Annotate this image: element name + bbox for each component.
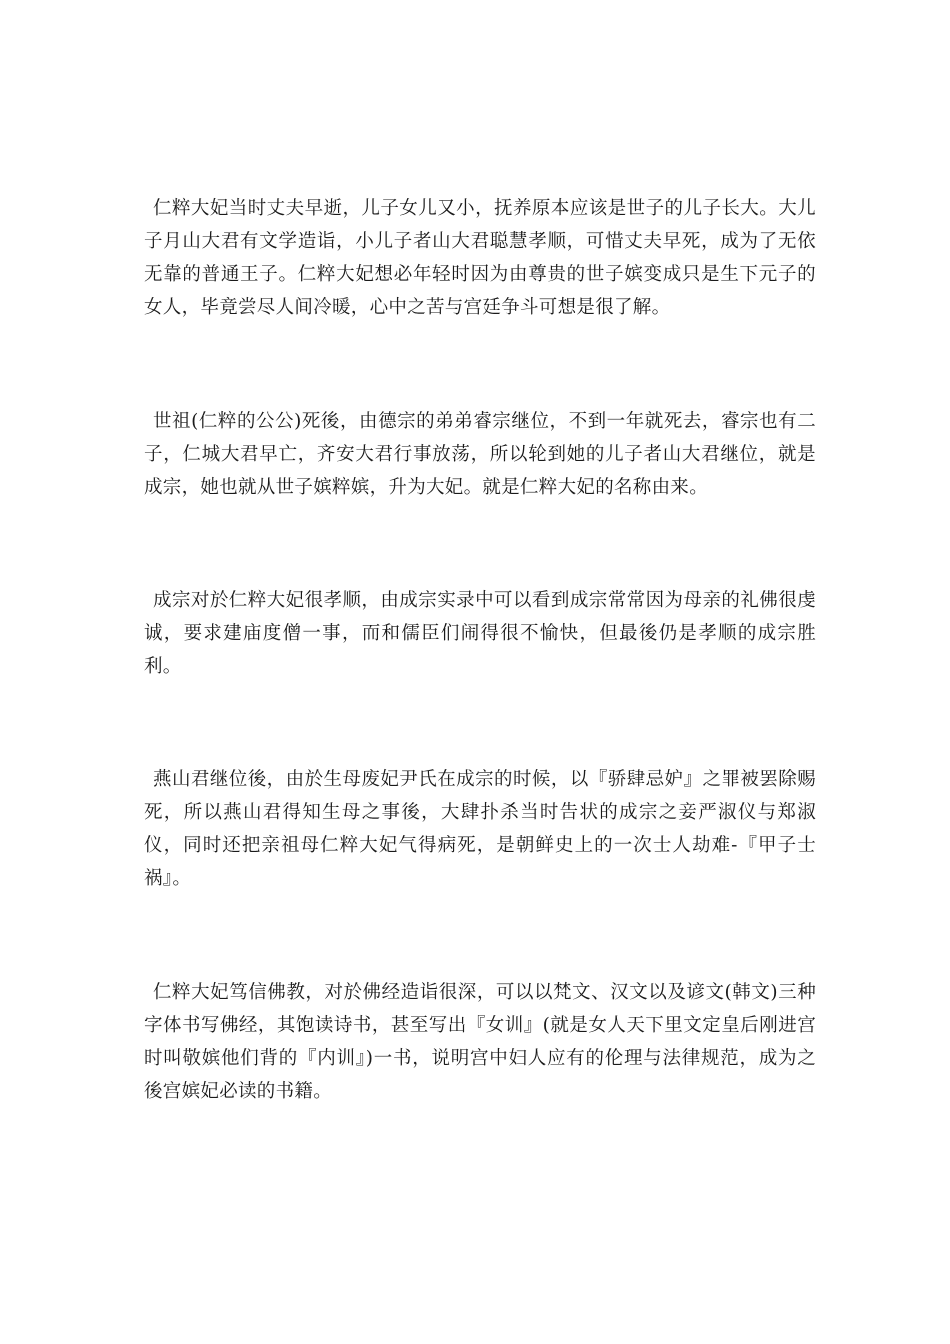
paragraph-4: 燕山君继位後，由於生母废妃尹氏在成宗的时候，以『骄肆忌妒』之罪被罢除赐死，所以燕山君得知生母之事後，大肆扑杀当时告状的成宗之妾严淑仪与郑淑仪，同时还把亲祖母仁粹大妃气得病死，是朝鲜史上的一次士人劫难-『甲子士祸』。 [144, 769, 816, 889]
paragraph-1: 仁粹大妃当时丈夫早逝，儿子女儿又小，抚养原本应该是世子的儿子长大。大儿子月山大君有文学造诣，小儿子者山大君聪慧孝顺，可惜丈夫早死，成为了无依无靠的普通王子。仁粹大妃想必年轻时因为由尊贵的世子嫔变成只是生下元子的女人，毕竟尝尽人间冷暖，心中之苦与宫廷争斗可想是很了解。 [144, 198, 816, 318]
paragraph-5: 仁粹大妃笃信佛教，对於佛经造诣很深，可以以梵文、汉文以及谚文(韩文)三种字体书写佛经，其饱读诗书，甚至写出『女训』(就是女人天下里文定皇后刚进宫时叫敬嫔他们背的『内训』)一书，说明宫中妇人应有的伦理与法律规范，成为之後宫嫔妃必读的书籍。 [144, 982, 816, 1102]
paragraph-2: 世祖(仁粹的公公)死後，由德宗的弟弟睿宗继位，不到一年就死去，睿宗也有二子，仁城大君早亡，齐安大君行事放荡，所以轮到她的儿子者山大君继位，就是成宗，她也就从世子嫔粹嫔，升为大妃。就是仁粹大妃的名称由来。 [144, 411, 816, 498]
paragraph-3: 成宗对於仁粹大妃很孝顺，由成宗实录中可以看到成宗常常因为母亲的礼佛很虔诚，要求建庙度僧一事，而和儒臣们闹得很不愉快，但最後仍是孝顺的成宗胜利。 [144, 590, 816, 677]
